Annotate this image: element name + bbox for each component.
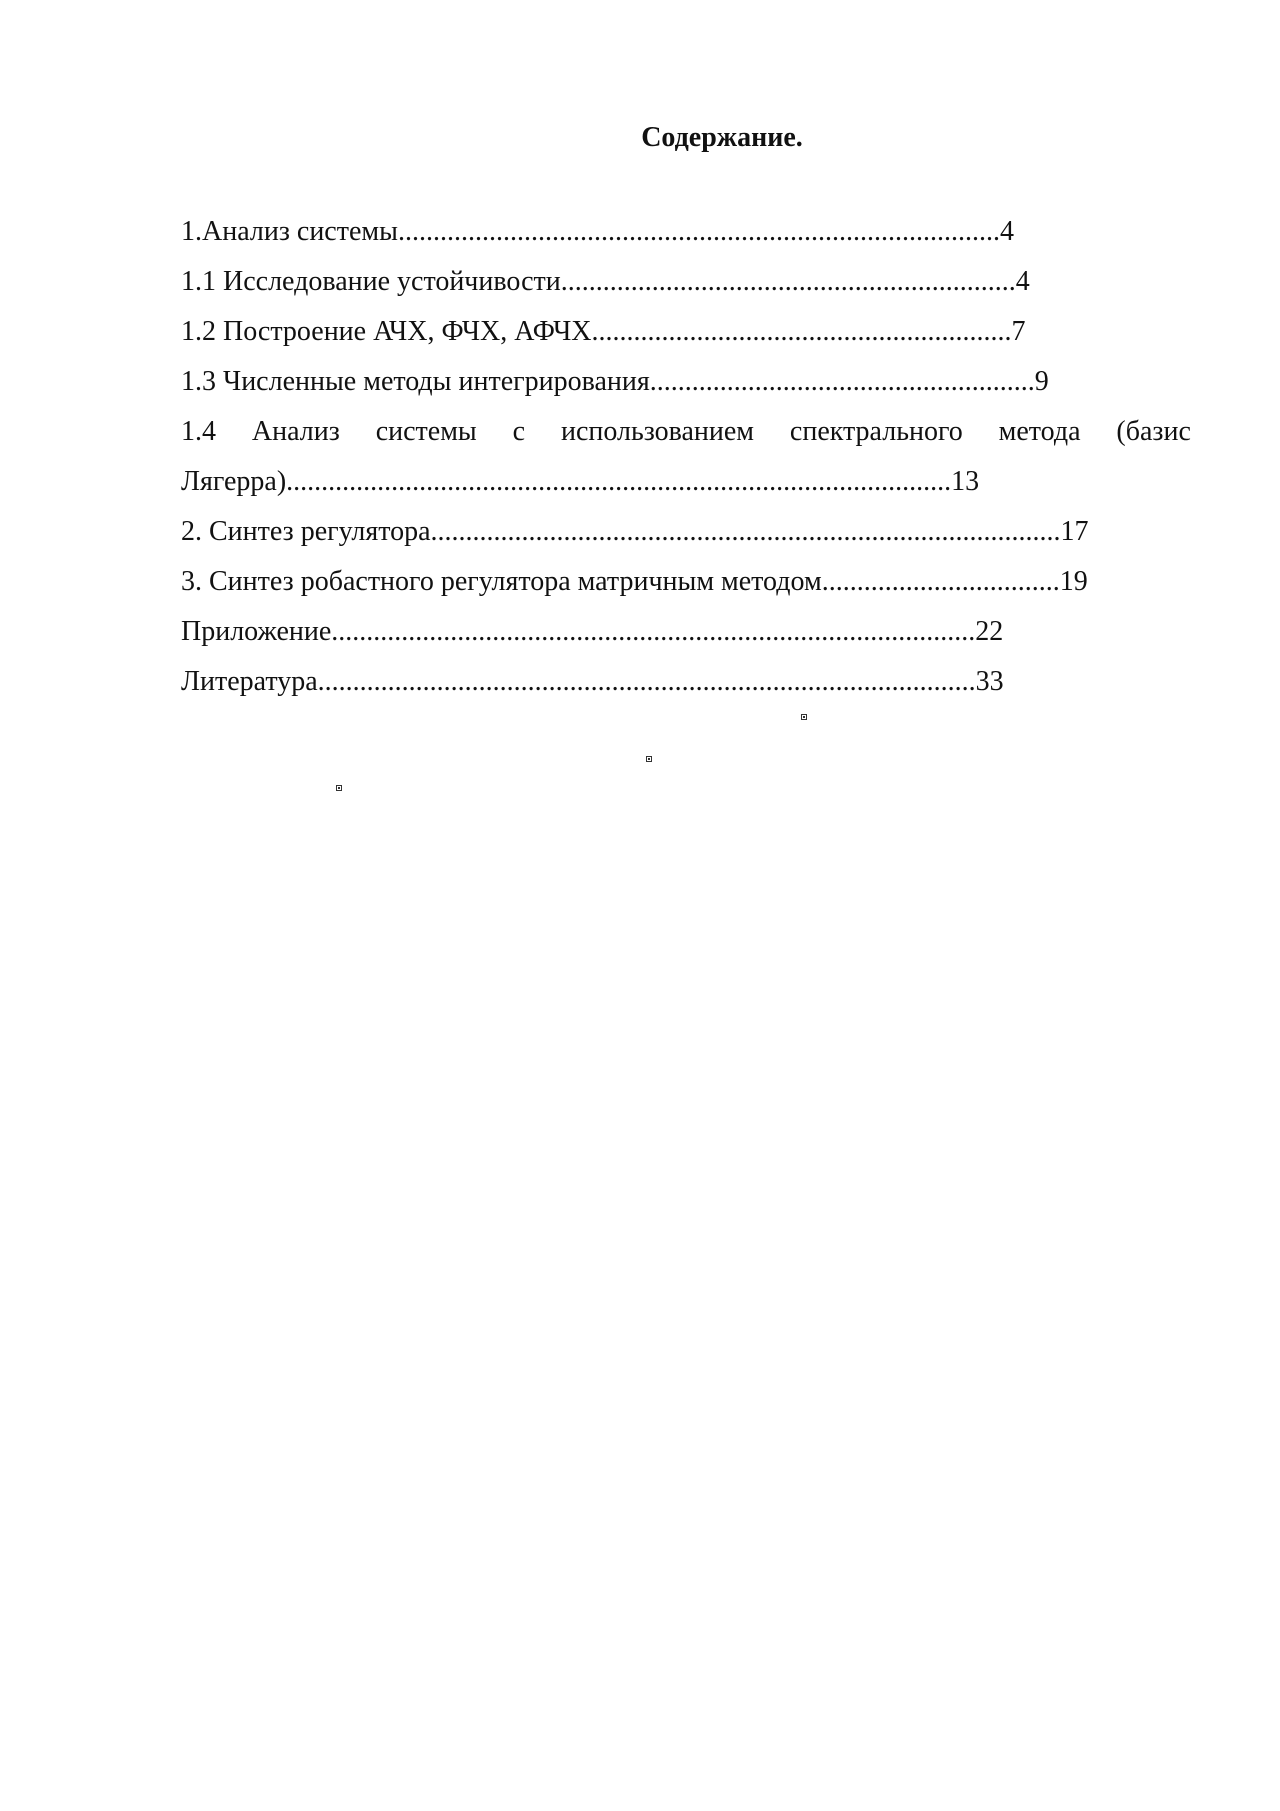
toc-entry-page: 33 xyxy=(975,666,1004,697)
toc-entry-1-3 xyxy=(181,362,1049,402)
toc-entry-text: 1.1 Исследование устойчивости xyxy=(181,266,561,297)
anchor-marker-icon xyxy=(646,756,652,762)
toc-entry-3 xyxy=(181,562,1088,602)
toc-entry-leader: ............................................................................................... xyxy=(286,466,952,497)
toc-entry-text: 1.3 Численные методы интегрирования xyxy=(181,366,650,397)
toc-entry-2 xyxy=(181,512,1089,552)
toc-entry-leader: .................................. xyxy=(821,566,1060,597)
toc-entry-leader: ....................................................... xyxy=(649,366,1035,397)
toc-entry-page: 17 xyxy=(1060,516,1089,547)
toc-entry-leader: ...................................................................................... xyxy=(397,216,1000,247)
toc-word: Анализ xyxy=(251,416,340,447)
toc-entry-appendix xyxy=(181,612,1003,652)
toc-entry-1 xyxy=(181,212,1014,252)
toc-entry-text: Литература xyxy=(181,666,318,697)
toc-entry-page: 4 xyxy=(1015,266,1030,297)
toc-entry-1-1 xyxy=(181,262,1030,302)
toc-word: (базис xyxy=(1116,416,1191,447)
toc-entry-leader: ............................................................................................ xyxy=(331,616,976,647)
toc-entry-text: Приложение xyxy=(181,616,332,647)
toc-word: метода xyxy=(998,416,1081,447)
toc-entry-page: 9 xyxy=(1034,366,1049,397)
toc-entry-page: 19 xyxy=(1059,566,1088,597)
toc-word: с xyxy=(512,416,526,447)
toc-entry-page: 4 xyxy=(999,216,1014,247)
toc-entry-text: 2. Синтез регулятора xyxy=(181,516,431,547)
anchor-marker-icon xyxy=(801,714,807,720)
toc-title: Содержание. xyxy=(641,122,803,153)
toc-entry-text: 1.2 Построение АЧХ, ФЧХ, АФЧХ xyxy=(181,316,592,347)
toc-entry-text: 3. Синтез робастного регулятора матричным методом xyxy=(181,566,822,597)
toc-entry-page: 22 xyxy=(975,616,1004,647)
toc-entry-literature xyxy=(181,662,1004,702)
toc-entry-leader: .............................................................................................. xyxy=(317,666,976,697)
toc-entry-leader: ................................................................. xyxy=(560,266,1016,297)
toc-word: использованием xyxy=(560,416,755,447)
toc-entry-leader: .......................................................................................... xyxy=(430,516,1061,547)
toc-entry-text: 1.Анализ системы xyxy=(181,216,398,247)
toc-entry-page: 7 xyxy=(1011,316,1026,347)
toc-entry-text: Лягерра) xyxy=(181,466,287,497)
toc-entry-1-4-line-2 xyxy=(181,462,979,502)
toc-word: спектрального xyxy=(789,416,963,447)
toc-word: 1.4 xyxy=(181,416,216,447)
toc-entry-1-4-line-1 xyxy=(181,412,1191,452)
toc-entry-1-2 xyxy=(181,312,1025,352)
toc-entry-page: 13 xyxy=(951,466,980,497)
toc-word: системы xyxy=(375,416,477,447)
anchor-marker-icon xyxy=(336,785,342,791)
toc-entry-leader: ............................................................ xyxy=(591,316,1012,347)
